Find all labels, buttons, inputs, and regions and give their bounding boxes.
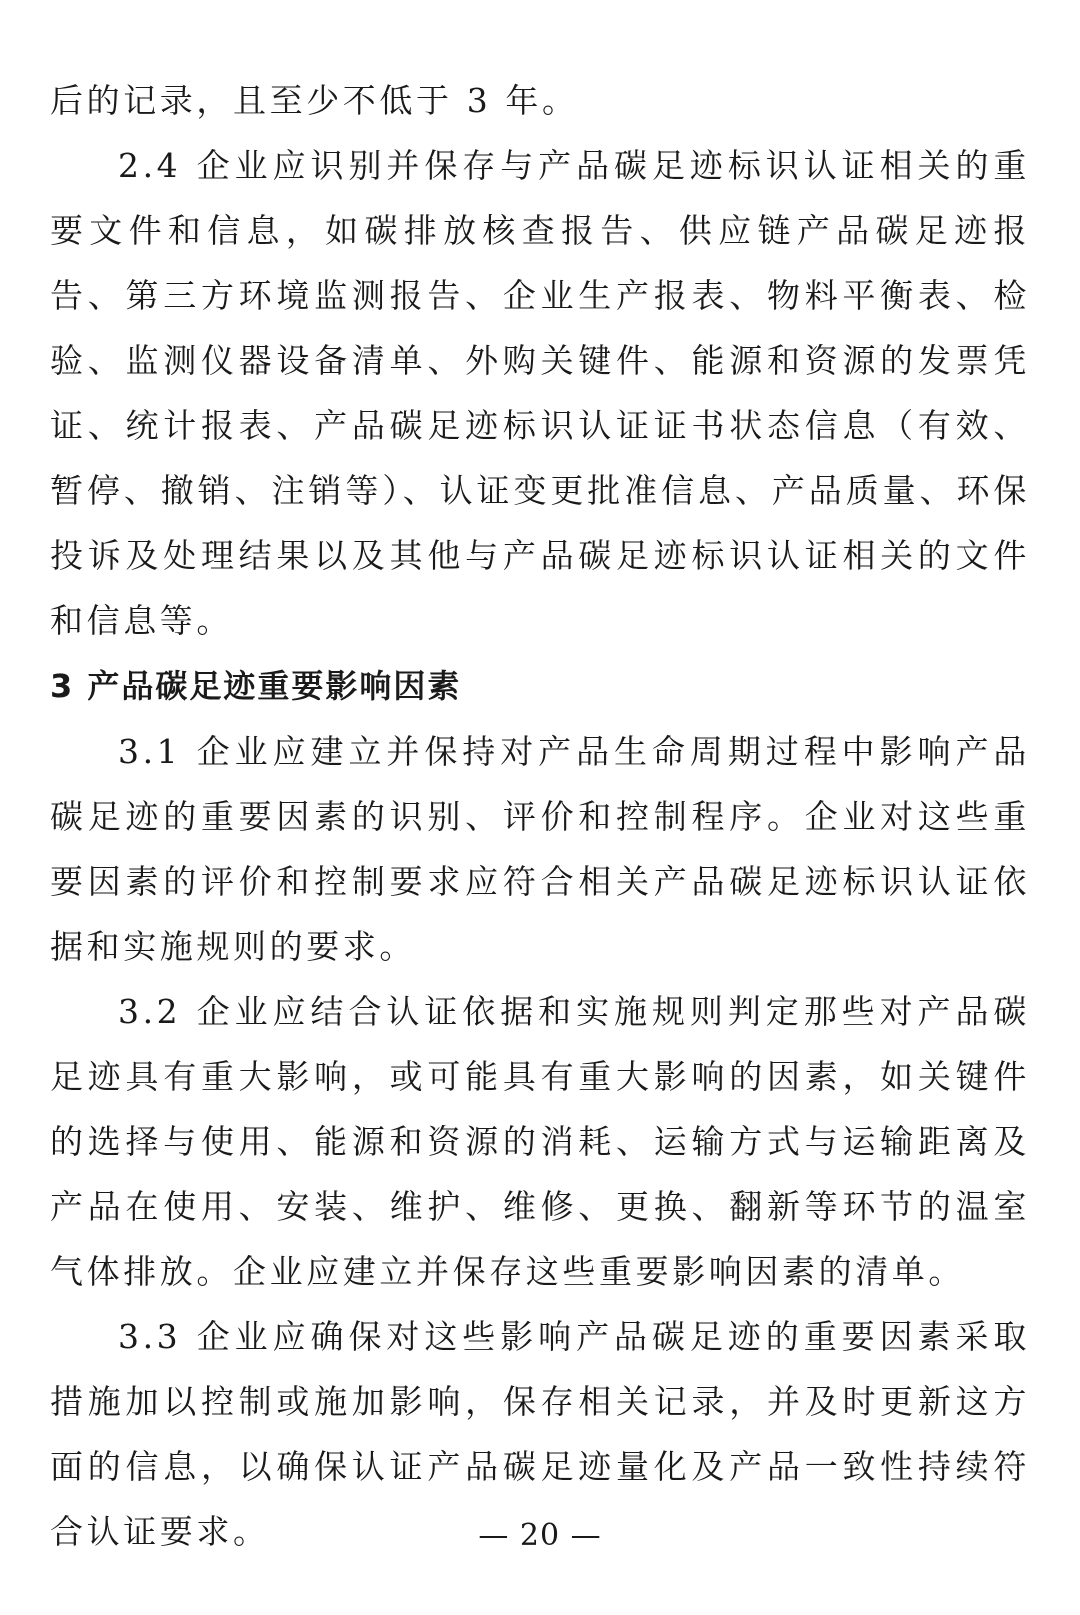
section-3-heading: 3 产品碳足迹重要影响因素	[50, 667, 462, 705]
paragraph-3-1: 3.1 企业应建立并保持对产品生命周期过程中影响产品碳足迹的重要因素的识别、评价和控制程序。企业对这些重要因素的评价和控制要求应符合相关产品碳足迹标识认证依据和实施规则的要求。	[50, 732, 1030, 966]
paragraph-3-3: 3.3 企业应确保对这些影响产品碳足迹的重要因素采取措施加以控制或施加影响，保存相关记录，并及时更新这方面的信息，以确保认证产品碳足迹量化及产品一致性持续符合认证要求。	[50, 1317, 1030, 1551]
continued-text: 后的记录，且至少不低于 3 年。	[50, 81, 579, 120]
paragraph-2-4: 2.4 企业应识别并保存与产品碳足迹标识认证相关的重要文件和信息，如碳排放核查报告、供应链产品碳足迹报告、第三方环境监测报告、企业生产报表、物料平衡表、检验、监测仪器设备清单、外购关键件、能源和资源的发票凭证、统计报表、产品碳足迹标识认证证书状态信息（有效、暂停、撤销、注销等）、认证变更批准信息、产品质量、环保投诉及处理结果以及其他与产品碳足迹标识认证相关的文件和信息等。	[50, 146, 1030, 640]
paragraph-3-2: 3.2 企业应结合认证依据和实施规则判定那些对产品碳足迹具有重大影响，或可能具有重大影响的因素，如关键件的选择与使用、能源和资源的消耗、运输方式与运输距离及产品在使用、安装、维护、维修、更换、翻新等环节的温室气体排放。企业应建立并保存这些重要影响因素的清单。	[50, 992, 1030, 1291]
page-number: — 20 —	[478, 1518, 602, 1553]
